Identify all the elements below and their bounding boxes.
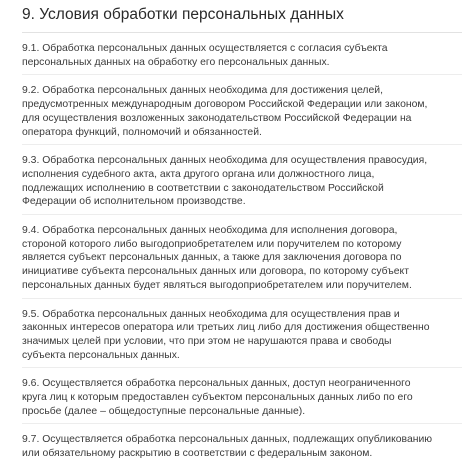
clause-line: персональных данных будет являться выгодоприобретателем или поручителем.: [22, 279, 412, 291]
clause-line: для осуществления возложенных законодательством Российской Федерации на: [22, 112, 412, 124]
clause-line: субъекта персональных данных.: [22, 349, 180, 361]
clause-line: персональных данных на обработку его персональных данных.: [22, 56, 330, 68]
clause-9-7: [22, 433, 462, 465]
clause-line: является субъект персональных данных, а также для заключения договора по: [22, 252, 402, 264]
clause-line: законных интересов оператора или третьих лиц либо для достижения общественно: [22, 322, 430, 334]
clause-line: предусмотренных международным договором Российской Федерации или законом,: [22, 99, 428, 111]
section-title: 9. Условия обработки персональных данных: [22, 6, 344, 23]
clause-line: 9.2. Обработка персональных данных необходима для достижения целей,: [22, 85, 383, 97]
clause-line: оператора функций, полномочий и обязанностей.: [22, 126, 262, 138]
clause-line: или обязательному раскрытию в соответствии с федеральным законом.: [22, 448, 373, 460]
clause-9-3: [22, 154, 462, 215]
clause-9-1: [22, 42, 462, 75]
clause-line: инициативе субъекта персональных данных или договора, по которому субъект: [22, 266, 409, 278]
title-divider: [22, 32, 462, 33]
clause-line: Федерации об исполнительном производстве.: [22, 196, 246, 208]
clause-line: стороной которого либо выгодоприобретателем или поручителем по которому: [22, 238, 402, 250]
clause-9-4: [22, 224, 462, 299]
clause-9-5: [22, 308, 462, 369]
clause-line: исполнения судебного акта, акта другого органа или должностного лица,: [22, 168, 375, 180]
clause-line: значимых целей при условии, что при этом не нарушаются права и свободы: [22, 335, 392, 347]
clause-line: 9.1. Обработка персональных данных осуществляется с согласия субъекта: [22, 43, 388, 54]
clause-line: круга лиц к которым предоставлен субъектом персональных данных либо по его: [22, 392, 413, 404]
clause-line: 9.7. Осуществляется обработка персональных данных, подлежащих опубликованию: [22, 434, 433, 446]
clause-line: 9.4. Обработка персональных данных необходима для исполнения договора,: [22, 225, 398, 237]
clause-line: 9.6. Осуществляется обработка персональных данных, доступ неограниченного: [22, 378, 411, 390]
clause-9-6: [22, 377, 462, 424]
clause-line: подлежащих исполнению в соответствии с законодательством Российской: [22, 182, 384, 194]
clause-line: 9.3. Обработка персональных данных необходима для осуществления правосудия,: [22, 155, 428, 167]
clause-line: просьбе (далее – общедоступные персональные данные).: [22, 405, 306, 417]
clause-line: 9.5. Обработка персональных данных необходима для осуществления прав и: [22, 308, 400, 320]
clause-9-2: [22, 84, 462, 145]
